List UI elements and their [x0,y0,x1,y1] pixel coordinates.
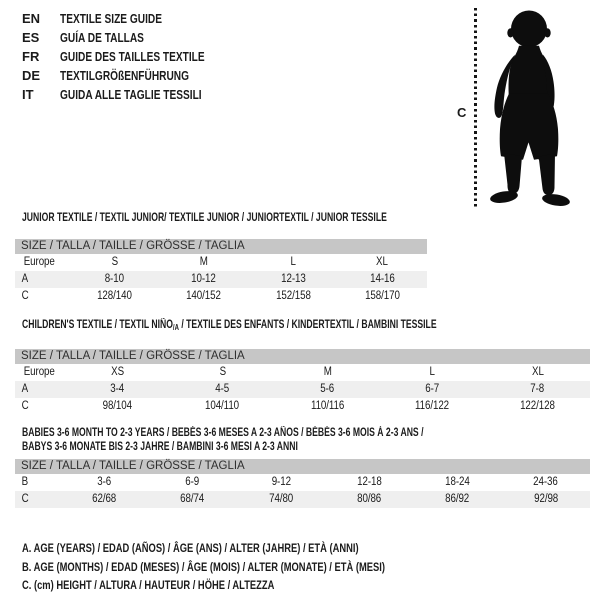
row-label: A [21,273,29,285]
lang-code: IT [22,87,34,102]
table-cell: M [199,256,208,268]
table-cell: XS [111,366,124,378]
table-row [15,364,590,381]
lang-title: TEXTILGRÖßENFÜHRUNG [60,68,190,83]
baby-silhouette-icon [482,8,578,207]
table-cell: 140/152 [186,290,222,302]
junior-textile-table [15,254,427,305]
table-row [15,271,427,288]
lang-title: GUIDA ALLE TAGLIE TESSILI [60,87,202,102]
footnote-height-cm: C. (cm) HEIGHT / ALTURA / HAUTEUR / HÖHE / ALTEZZA [22,578,275,592]
height-measure-label: C [457,105,467,120]
table-cell: 122/128 [520,400,555,412]
table-cell: 152/158 [275,290,311,302]
table-cell: 9-12 [271,476,291,488]
babies-textile-table [15,474,590,508]
table-cell: 116/122 [415,400,450,412]
table-cell: 24-36 [533,476,559,488]
table-cell: 92/98 [533,493,558,505]
table-cell: 3-6 [97,476,112,488]
lang-title: TEXTILE SIZE GUIDE [60,11,162,26]
table-cell: S [111,256,118,268]
table-cell: M [323,366,332,378]
lang-row-en [22,9,245,28]
table-cell: 7-8 [530,383,545,395]
table-cell: 12-13 [280,273,306,285]
table-cell: 74/80 [268,493,293,505]
babies-textile-section [15,426,590,508]
table-cell: 158/170 [365,290,400,302]
table-cell: 14-16 [370,273,395,285]
babies-title-line2: BABYS 3-6 MONATE BIS 2-3 JAHRE / BAMBINI 3-6 MESI A 2-3 ANNI [22,441,298,453]
table-cell: 104/110 [205,400,240,412]
junior-textile-section [15,211,427,305]
table-cell: S [219,366,226,378]
table-row [15,381,590,398]
table-cell: 12-18 [356,476,382,488]
table-row [15,254,427,271]
table-cell: 80/86 [357,493,382,505]
babies-title-line1: BABIES 3-6 MONTH TO 2-3 YEARS / BEBÉS 3-6 MESES A 2-3 AÑOS / BÉBÉS 3-6 MOIS À 2-3 ANS / [22,427,424,439]
lang-row-fr [22,47,245,66]
table-cell: 6-9 [185,476,200,488]
lang-code: EN [22,11,41,26]
row-label: C [21,290,29,302]
table-cell: 86/92 [445,493,470,505]
table-cell: 10-12 [191,273,217,285]
table-cell: 5-6 [320,383,335,395]
table-cell: L [290,256,296,268]
row-label: A [21,383,29,395]
title-subscript: /A [172,323,179,332]
height-dashed-line [474,8,477,207]
legend-footnotes [22,539,487,595]
footnote-age-months: B. AGE (MONTHS) / EDAD (MESES) / ÂGE (MOIS) / ALTER (MONATE) / ETÀ (MESI) [22,559,385,574]
table-row [15,474,590,491]
table-cell: XL [376,256,389,268]
table-cell: 4-5 [215,383,230,395]
size-header-band: SIZE / TALLA / TAILLE / GRÖSSE / TAGLIA [15,239,427,254]
table-cell: L [429,366,436,378]
row-label: Europe [23,366,55,378]
table-cell: XL [531,366,544,378]
table-cell: 128/140 [97,290,132,302]
table-cell: 18-24 [445,476,470,488]
childrens-textile-section [15,318,590,415]
height-measure-figure [445,6,597,210]
lang-row-it [22,85,245,104]
language-title-list [22,9,245,104]
row-label: Europe [23,256,55,268]
table-cell: 62/68 [92,493,117,505]
row-label: C [21,493,29,505]
lang-code: DE [22,68,41,83]
table-cell: 110/116 [310,400,345,412]
size-header-band: SIZE / TALLA / TAILLE / GRÖSSE / TAGLIA [15,349,590,364]
lang-title: GUIDE DES TAILLES TEXTILE [60,49,205,64]
lang-title: GUÍA DE TALLAS [60,30,144,45]
table-cell: 68/74 [180,493,205,505]
row-label: C [21,400,29,412]
table-cell: 3-4 [110,383,125,395]
junior-textile-title: JUNIOR TEXTILE / TEXTIL JUNIOR/ TEXTILE JUNIOR / JUNIORTEXTIL / JUNIOR TESSILE [22,212,387,224]
childrens-textile-title: CHILDREN'S TEXTILE / TEXTIL NIÑO/A / TEXTILE DES ENFANTS / KINDERTEXTIL / BAMBINI TESSILE [22,319,437,332]
lang-code: FR [22,49,40,64]
table-cell: 8-10 [105,273,125,285]
size-header-band: SIZE / TALLA / TAILLE / GRÖSSE / TAGLIA [15,459,590,474]
lang-code: ES [22,30,40,45]
row-label: B [21,476,29,488]
table-cell: 98/104 [102,400,133,412]
footnote-age-years: A. AGE (YEARS) / EDAD (AÑOS) / ÂGE (ANS) / ALTER (JAHRE) / ETÀ (ANNI) [22,541,359,555]
table-cell: 6-7 [425,383,440,395]
lang-row-es [22,28,245,47]
lang-row-de [22,66,245,85]
childrens-textile-table [15,364,590,415]
table-row [15,398,590,415]
table-row [15,288,427,305]
table-row [15,491,590,508]
